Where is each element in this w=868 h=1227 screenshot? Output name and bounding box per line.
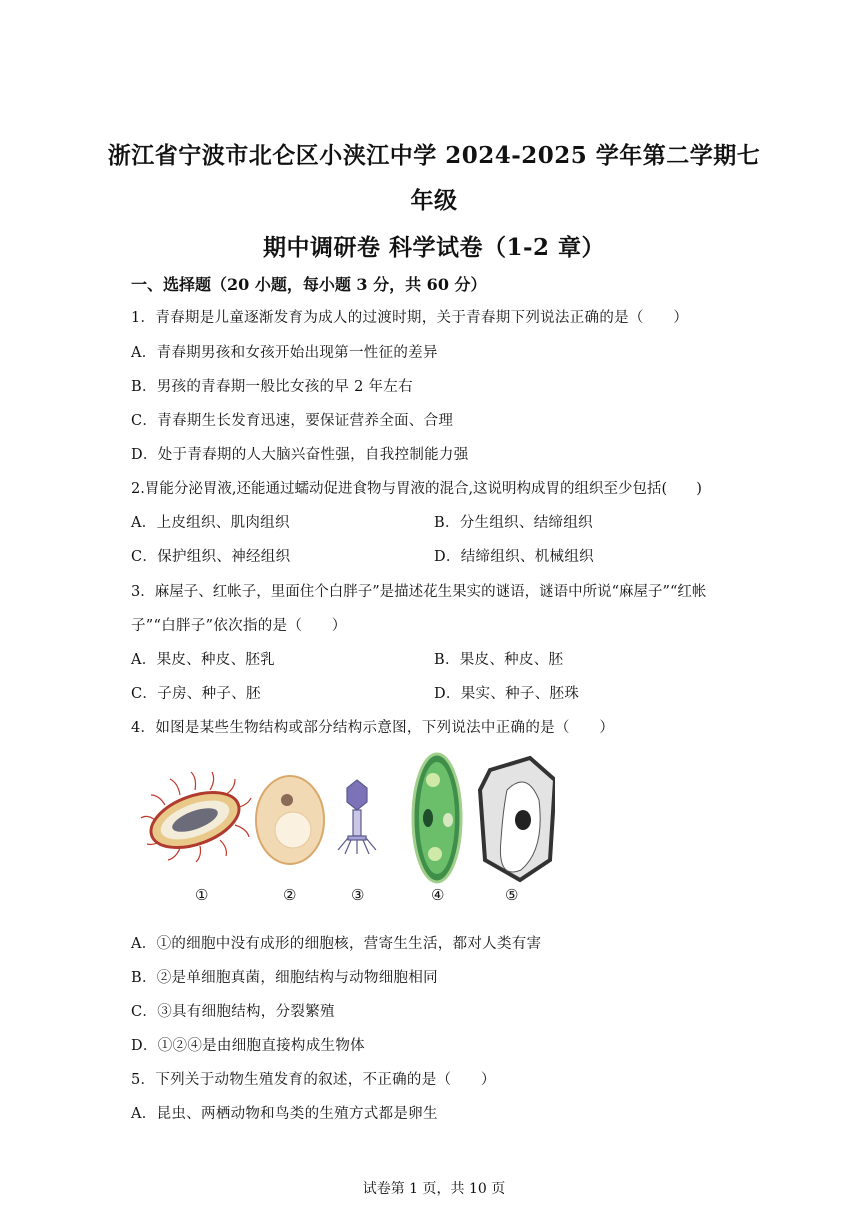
organism-illustrations xyxy=(135,750,555,885)
figure-label-4: ④ xyxy=(431,886,445,904)
section-heading: 一、选择题（20 小题，每小题 3 分，共 60 分） xyxy=(131,275,487,294)
question-2-option-b: B．分生组织、结缔组织 xyxy=(434,515,593,531)
question-3-option-a: A．果皮、种皮、胚乳 xyxy=(131,652,275,668)
question-3-stem-line1: 3．麻屋子、红帐子，里面住个白胖子”是描述花生果实的谜语，谜语中所说“麻屋子”“红帐 xyxy=(131,584,707,600)
figure-label-3: ③ xyxy=(351,886,365,904)
question-1-option-d: D．处于青春期的人大脑兴奋性强，自我控制能力强 xyxy=(131,447,469,463)
question-1-option-a: A．青春期男孩和女孩开始出现第一性征的差异 xyxy=(131,345,438,361)
question-2-option-c: C．保护组织、神经组织 xyxy=(131,549,291,565)
bacterium-icon xyxy=(141,772,251,862)
figure-label-1: ① xyxy=(195,886,209,904)
question-1-option-c: C．青春期生长发育迅速，要保证营养全面、合理 xyxy=(131,413,454,429)
figure-label-5: ⑤ xyxy=(505,886,519,904)
question-4-option-d: D．①②④是由细胞直接构成生物体 xyxy=(131,1038,365,1054)
question-5-stem: 5．下列关于动物生殖发育的叙述，不正确的是（ ） xyxy=(131,1072,496,1088)
question-1-stem: 1．青春期是儿童逐渐发育为成人的过渡时期，关于青春期下列说法正确的是（ ） xyxy=(131,310,689,326)
question-3-option-d: D．果实、种子、胚珠 xyxy=(434,686,580,702)
question-3-stem-line2: 子”“白胖子”依次指的是（ ） xyxy=(131,618,347,634)
question-4-option-a: A．①的细胞中没有成形的细胞核，营寄生生活，都对人类有害 xyxy=(131,936,542,952)
page-footer: 试卷第 1 页，共 10 页 xyxy=(362,1181,506,1197)
question-3-option-b: B．果皮、种皮、胚 xyxy=(434,652,564,668)
question-5-option-a: A．昆虫、两栖动物和鸟类的生殖方式都是卵生 xyxy=(131,1106,438,1122)
question-2-option-a: A．上皮组织、肌肉组织 xyxy=(131,515,290,531)
organism-figure xyxy=(135,750,555,915)
yeast-cell-icon xyxy=(256,776,324,864)
figure-label-2: ② xyxy=(283,886,297,904)
page-title-line3: 期中调研卷 科学试卷（1-2 章） xyxy=(262,234,606,261)
bacteriophage-icon xyxy=(338,780,376,854)
plant-cell-icon xyxy=(480,758,555,880)
page-title-line2: 年级 xyxy=(410,187,458,214)
question-4-option-c: C．③具有细胞结构，分裂繁殖 xyxy=(131,1004,335,1020)
question-2-stem: 2.胃能分泌胃液,还能通过蠕动促进食物与胃液的混合,这说明构成胃的组织至少包括( ) xyxy=(131,481,702,497)
question-4-stem: 4．如图是某些生物结构或部分结构示意图，下列说法中正确的是（ ） xyxy=(131,720,615,736)
page-title-line1: 浙江省宁波市北仑区小浃江中学 2024-2025 学年第二学期七 xyxy=(107,142,761,169)
question-3-option-c: C．子房、种子、胚 xyxy=(131,686,261,702)
paramecium-icon xyxy=(413,754,461,882)
question-1-option-b: B．男孩的青春期一般比女孩的早 2 年左右 xyxy=(131,379,413,395)
question-4-option-b: B．②是单细胞真菌，细胞结构与动物细胞相同 xyxy=(131,970,438,986)
question-2-option-d: D．结缔组织、机械组织 xyxy=(434,549,594,565)
